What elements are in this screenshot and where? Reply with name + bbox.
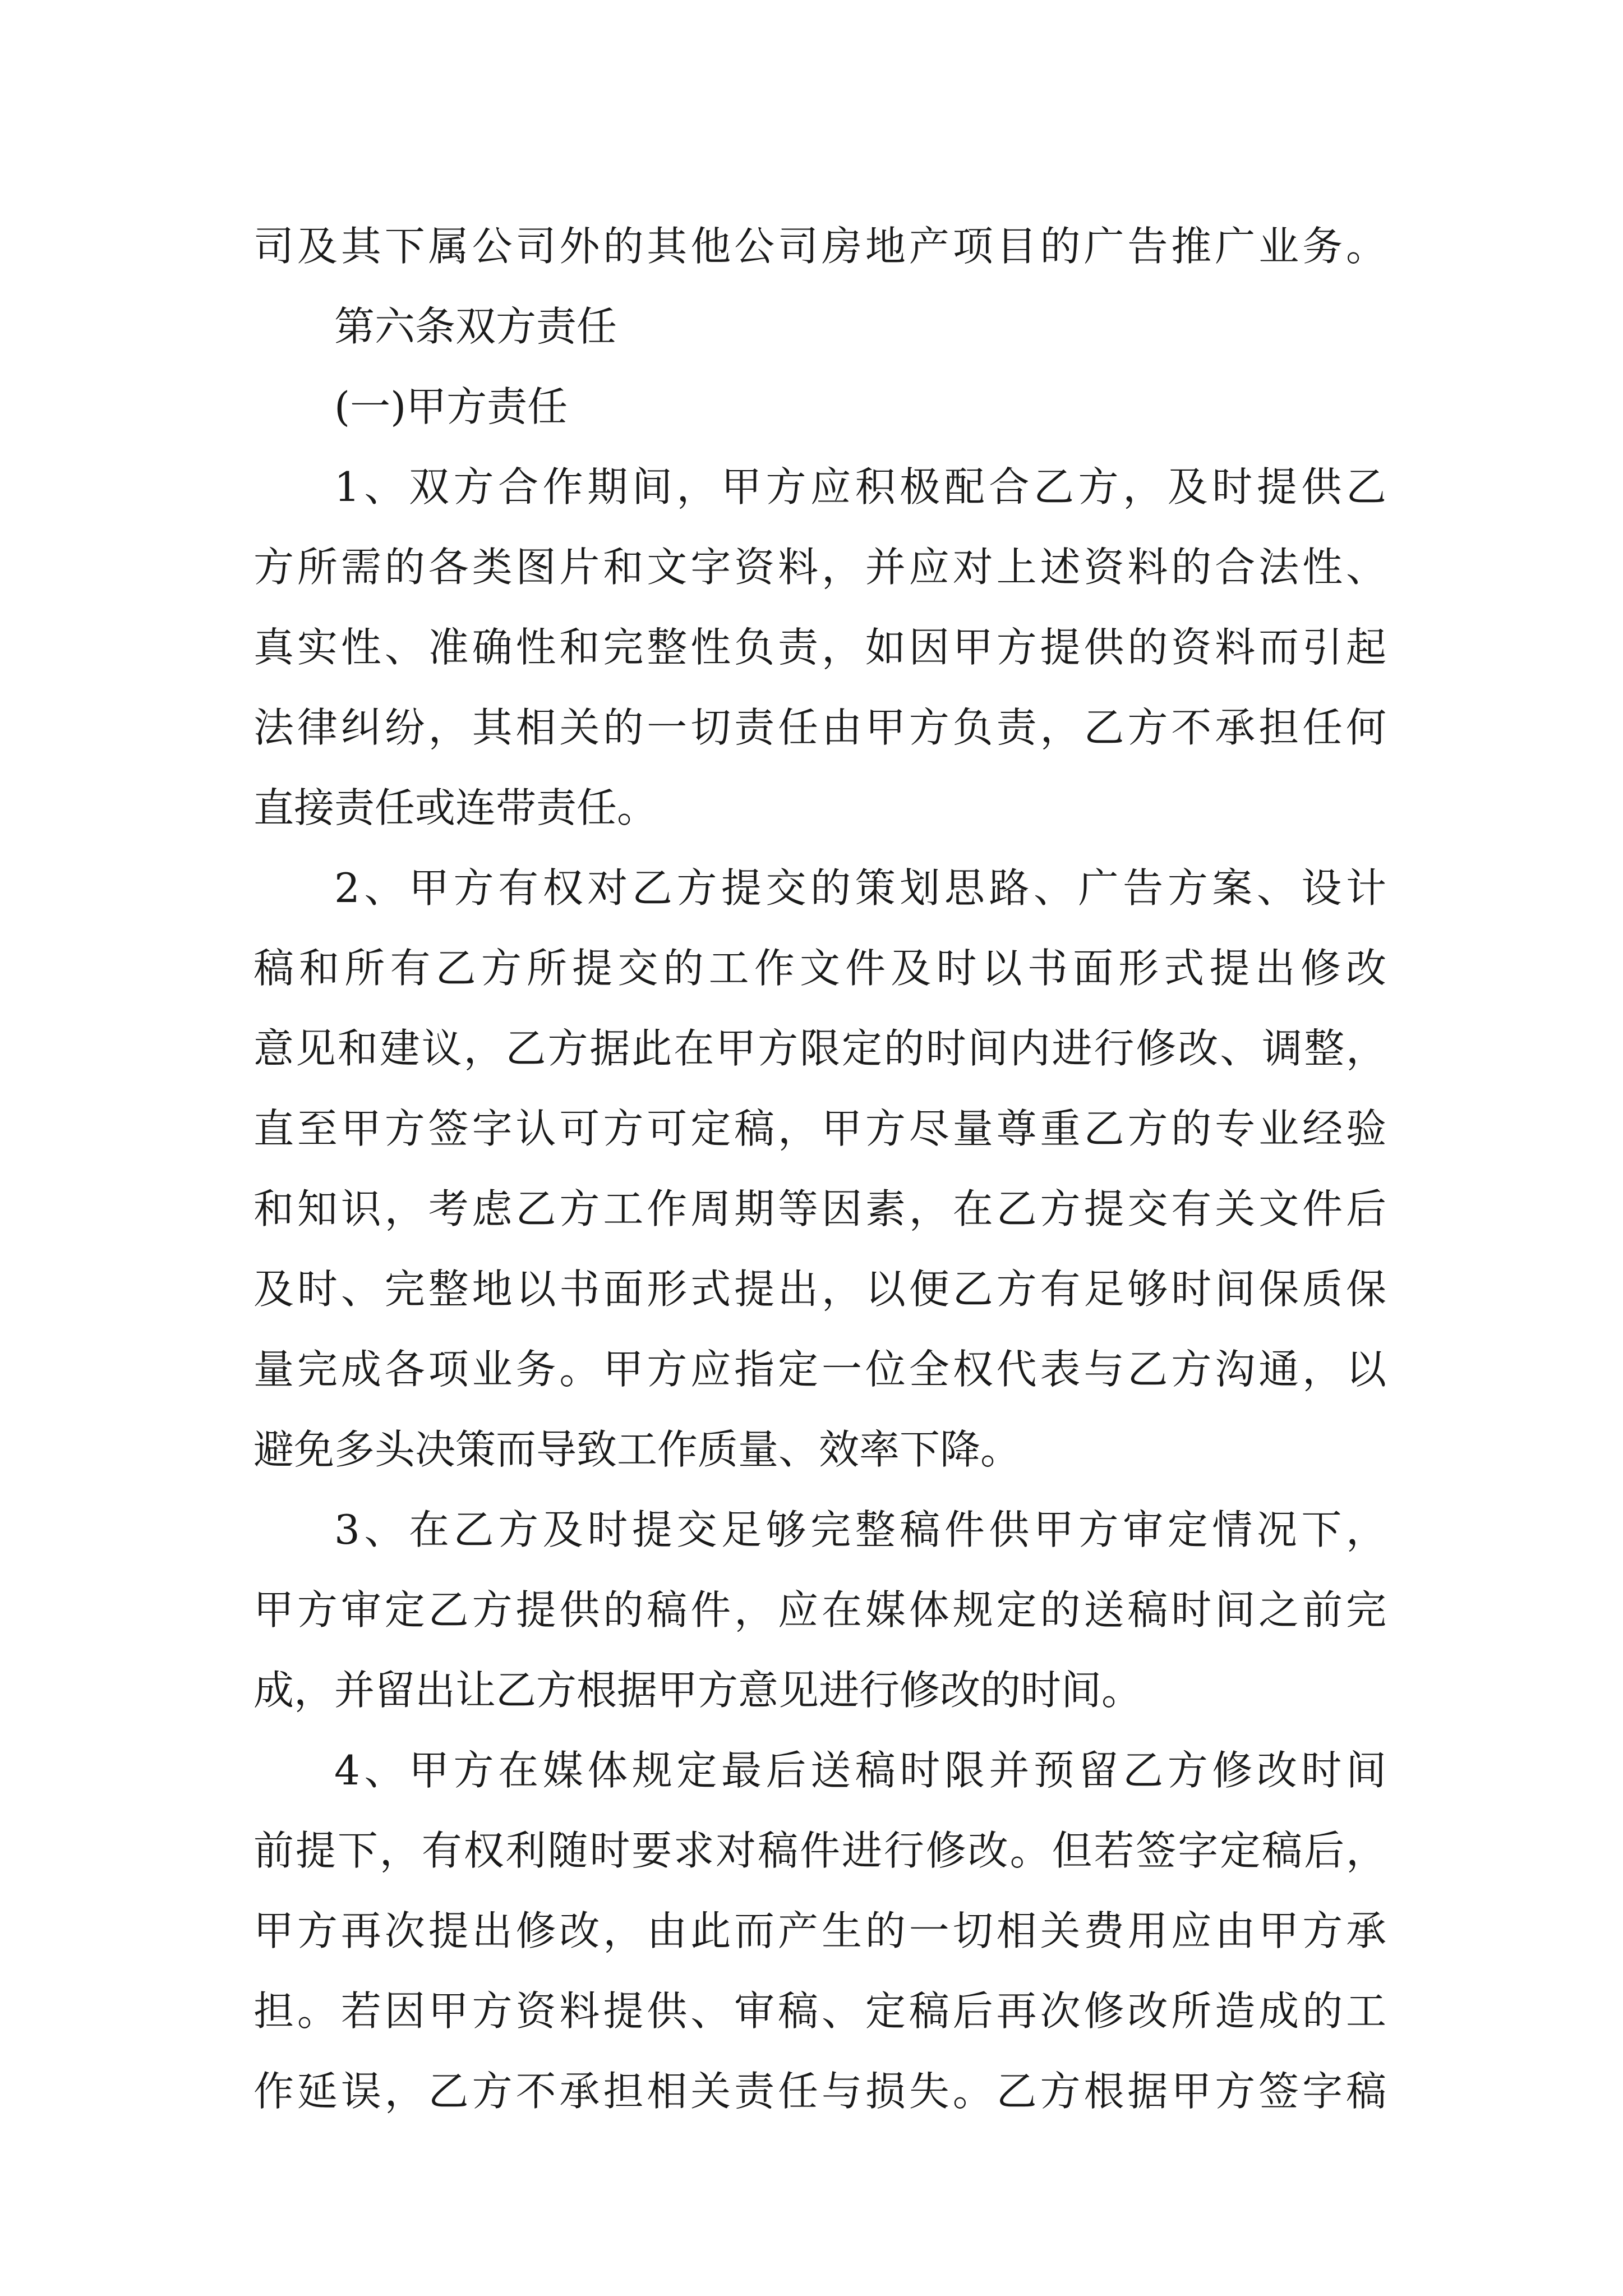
subsection-heading: (一)甲方责任 xyxy=(334,383,568,430)
text-line: 4、甲方在媒体规定最后送稿时限并预留乙方修改时间 xyxy=(334,1747,1386,1794)
text-line: 及时、完整地以书面形式提出，以便乙方有足够时间保质保 xyxy=(253,1266,1386,1313)
text-line: 3、在乙方及时提交足够完整稿件供甲方审定情况下， xyxy=(334,1506,1386,1553)
text-line: 作延误，乙方不承担相关责任与损失。乙方根据甲方签字稿 xyxy=(253,2068,1386,2115)
text-line: 直接责任或连带责任。 xyxy=(253,784,658,831)
text-line: 意见和建议，乙方据此在甲方限定的时间内进行修改、调整， xyxy=(253,1025,1386,1072)
section-heading: 第六条双方责任 xyxy=(334,303,617,350)
text-line: 量完成各项业务。甲方应指定一位全权代表与乙方沟通，以 xyxy=(253,1346,1386,1393)
text-line: 成，并留出让乙方根据甲方意见进行修改的时间。 xyxy=(253,1667,1142,1714)
text-line: 前提下，有权利随时要求对稿件进行修改。但若签字定稿后， xyxy=(253,1827,1386,1874)
text-line: 稿和所有乙方所提交的工作文件及时以书面形式提出修改 xyxy=(253,945,1386,992)
text-line: 真实性、准确性和完整性负责，如因甲方提供的资料而引起 xyxy=(253,624,1386,671)
text-line: 司及其下属公司外的其他公司房地产项目的广告推广业务。 xyxy=(253,223,1386,270)
text-line: 担。若因甲方资料提供、审稿、定稿后再次修改所造成的工 xyxy=(253,1987,1386,2035)
text-line: 直至甲方签字认可方可定稿，甲方尽量尊重乙方的专业经验 xyxy=(253,1105,1386,1152)
text-line: 甲方审定乙方提供的稿件，应在媒体规定的送稿时间之前完 xyxy=(253,1586,1386,1634)
text-line: 避免多头决策而导致工作质量、效率下降。 xyxy=(253,1426,1021,1473)
text-line: 和知识，考虑乙方工作周期等因素，在乙方提交有关文件后 xyxy=(253,1185,1386,1232)
text-line: 甲方再次提出修改，由此而产生的一切相关费用应由甲方承 xyxy=(253,1907,1386,1954)
text-line: 1、双方合作期间，甲方应积极配合乙方，及时提供乙 xyxy=(334,463,1386,510)
text-line: 方所需的各类图片和文字资料，并应对上述资料的合法性、 xyxy=(253,544,1386,591)
text-line: 法律纠纷，其相关的一切责任由甲方负责，乙方不承担任何 xyxy=(253,704,1386,751)
text-line: 2、甲方有权对乙方提交的策划思路、广告方案、设计 xyxy=(334,864,1386,912)
document-body xyxy=(253,206,1386,2132)
